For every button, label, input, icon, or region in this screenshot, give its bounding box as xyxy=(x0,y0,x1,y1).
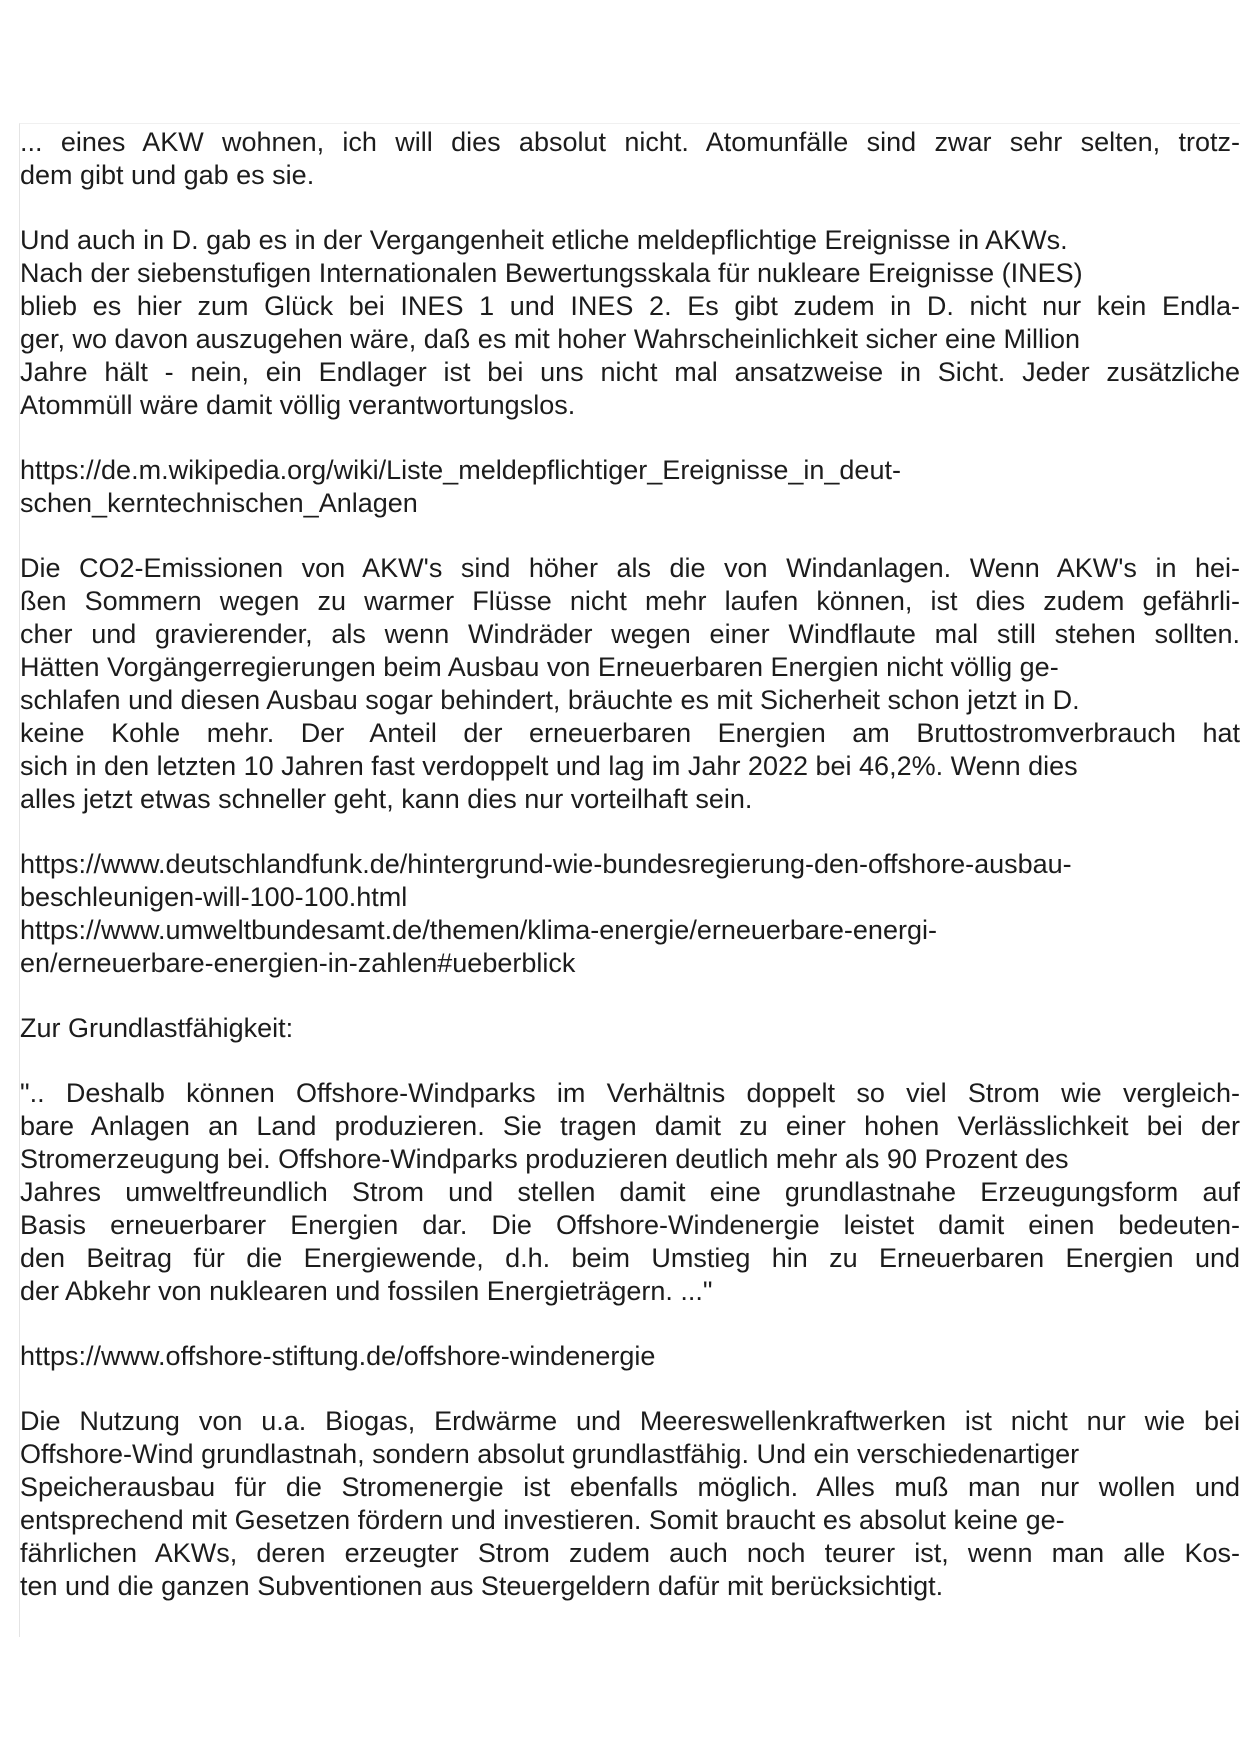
text-line: schlafen und diesen Ausbau sogar behindert, bräuchte es mit Sicherheit schon jetzt in D. xyxy=(20,685,1080,715)
text-line: ßen Sommern wegen zu warmer Flüsse nicht mehr laufen können, ist dies zudem gefährli- xyxy=(20,586,1240,616)
text-paragraph xyxy=(20,1012,1240,1045)
text-line: Atommüll wäre damit völlig verantwortungslos. xyxy=(20,390,576,420)
url-line: https://www.umweltbundesamt.de/themen/klima-energie/erneuerbare-energi- xyxy=(20,915,937,945)
url-line: schen_kerntechnischen_Anlagen xyxy=(20,488,418,518)
text-line: alles jetzt etwas schneller geht, kann dies nur vorteilhaft sein. xyxy=(20,784,753,814)
text-line: ten und die ganzen Subventionen aus Steuergeldern dafür mit berücksichtigt. xyxy=(20,1571,944,1601)
text-line: Speicherausbau für die Stromenergie ist ebenfalls möglich. Alles muß man nur wollen und xyxy=(20,1472,1240,1502)
text-line: Offshore-Wind grundlastnah, sondern absolut grundlastfähig. Und ein verschiedenartiger xyxy=(20,1439,1080,1469)
text-line: Hätten Vorgängerregierungen beim Ausbau von Erneuerbaren Energien nicht völlig ge- xyxy=(20,652,1059,682)
text-line: Jahre hält - nein, ein Endlager ist bei uns nicht mal ansatzweise in Sicht. Jeder zusätzliche xyxy=(20,357,1240,387)
text-line: Die CO2-Emissionen von AKW's sind höher als die von Windanlagen. Wenn AKW's in hei- xyxy=(20,553,1240,583)
url-line: https://de.m.wikipedia.org/wiki/Liste_meldepflichtiger_Ereignisse_in_deut- xyxy=(20,455,901,485)
text-line: Nach der siebenstufigen Internationalen Bewertungsskala für nukleare Ereignisse (INES) xyxy=(20,258,1083,288)
text-line: Stromerzeugung bei. Offshore-Windparks produzieren deutlich mehr als 90 Prozent des xyxy=(20,1144,1069,1174)
text-line: der Abkehr von nuklearen und fossilen Energieträgern. ..." xyxy=(20,1276,713,1306)
text-line: entsprechend mit Gesetzen fördern und investieren. Somit braucht es absolut keine ge- xyxy=(20,1505,1065,1535)
text-paragraph xyxy=(20,1405,1240,1603)
url-line: beschleunigen-will-100-100.html xyxy=(20,882,408,912)
text-line: Jahres umweltfreundlich Strom und stellen damit eine grundlastnahe Erzeugungsform auf xyxy=(20,1177,1240,1207)
text-line: cher und gravierender, als wenn Windräder wegen einer Windflaute mal still stehen sollten. xyxy=(20,619,1240,649)
url-line: https://www.offshore-stiftung.de/offshore-windenergie xyxy=(20,1341,656,1371)
url-paragraph xyxy=(20,848,1240,980)
url-line: en/erneuerbare-energien-in-zahlen#ueberblick xyxy=(20,948,576,978)
text-line: bare Anlagen an Land produzieren. Sie tragen damit zu einer hohen Verlässlichkeit bei der xyxy=(20,1111,1240,1141)
text-paragraph xyxy=(20,224,1240,422)
text-line: Zur Grundlastfähigkeit: xyxy=(20,1013,294,1043)
url-line: https://www.deutschlandfunk.de/hintergrund-wie-bundesregierung-den-offshore-ausbau- xyxy=(20,849,1072,879)
text-line: blieb es hier zum Glück bei INES 1 und INES 2. Es gibt zudem in D. nicht nur kein Endla- xyxy=(20,291,1240,321)
text-line: fährlichen AKWs, deren erzeugter Strom zudem auch noch teurer ist, wenn man alle Kos- xyxy=(20,1538,1240,1568)
text-line: den Beitrag für die Energiewende, d.h. beim Umstieg hin zu Erneuerbaren Energien und xyxy=(20,1243,1240,1273)
text-line: ... eines AKW wohnen, ich will dies absolut nicht. Atomunfälle sind zwar sehr selten, trotz- xyxy=(20,127,1240,157)
text-line: ".. Deshalb können Offshore-Windparks im Verhältnis doppelt so viel Strom wie vergleich- xyxy=(20,1078,1240,1108)
url-paragraph xyxy=(20,1340,1240,1373)
text-line: dem gibt und gab es sie. xyxy=(20,160,315,190)
quote-paragraph xyxy=(20,1077,1240,1308)
text-line: keine Kohle mehr. Der Anteil der erneuerbaren Energien am Bruttostromverbrauch hat xyxy=(20,718,1240,748)
text-line: Basis erneuerbarer Energien dar. Die Offshore-Windenergie leistet damit einen bedeuten- xyxy=(20,1210,1240,1240)
text-line: sich in den letzten 10 Jahren fast verdoppelt und lag im Jahr 2022 bei 46,2%. Wenn dies xyxy=(20,751,1078,781)
text-line: ger, wo davon auszugehen wäre, daß es mit hoher Wahrscheinlichkeit sicher eine Million xyxy=(20,324,1081,354)
text-paragraph xyxy=(20,552,1240,816)
text-paragraph xyxy=(20,126,1240,192)
text-line: Die Nutzung von u.a. Biogas, Erdwärme und Meereswellenkraftwerken ist nicht nur wie bei xyxy=(20,1406,1240,1436)
text-line: Und auch in D. gab es in der Vergangenheit etliche meldepflichtige Ereignisse in AKWs. xyxy=(20,225,1068,255)
url-paragraph xyxy=(20,454,1240,520)
document-body xyxy=(20,126,1240,1635)
